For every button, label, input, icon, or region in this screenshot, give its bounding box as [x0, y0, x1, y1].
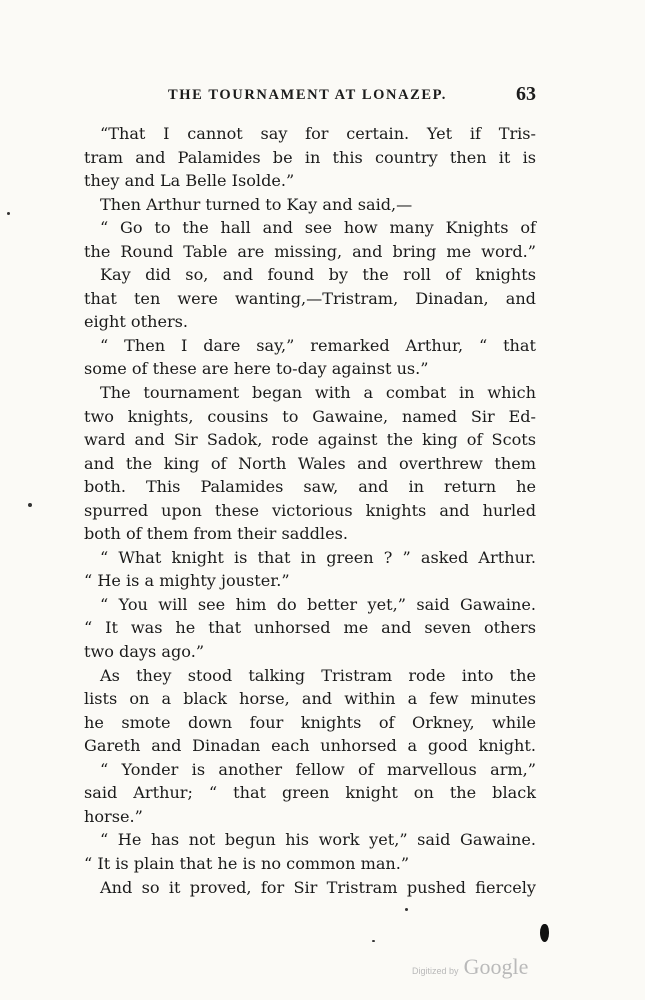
text-line: two knights, cousins to Gawaine, named Sir Ed-: [84, 406, 536, 426]
text-line: And so it proved, for Sir Tristram pushed fiercely: [100, 877, 536, 897]
page-header: [82, 83, 540, 109]
text-line: tram and Palamides be in this country then it is: [84, 147, 536, 167]
text-line: “ He is a mighty jouster.”: [84, 571, 290, 591]
text-line: the Round Table are missing, and bring me word.”: [84, 241, 536, 261]
text-line: horse.”: [84, 806, 143, 826]
text-line: The tournament began with a combat in which: [100, 383, 536, 403]
running-head: THE TOURNAMENT AT LONAZEP.: [168, 87, 448, 103]
text-line: “ It was he that unhorsed me and seven others: [84, 618, 536, 638]
text-line: Gareth and Dinadan each unhorsed a good knight.: [84, 736, 536, 756]
text-line: “That I cannot say for certain. Yet if Tris-: [100, 124, 536, 143]
text-line: “ Yonder is another fellow of marvellous arm,”: [100, 759, 536, 779]
text-line: and the king of North Wales and overthrew them: [84, 453, 536, 473]
text-line: some of these are here to-day against us.”: [84, 359, 429, 379]
text-line: said Arthur; “ that green knight on the black: [84, 783, 536, 803]
text-line: “ It is plain that he is no common man.”: [84, 853, 410, 873]
text-line: both. This Palamides saw, and in return he: [84, 477, 536, 497]
text-line: “ You will see him do better yet,” said Gawaine.: [100, 594, 536, 614]
page-number: 63: [516, 83, 536, 105]
scan-speck: [405, 908, 408, 911]
ink-blot: [540, 924, 549, 942]
text-line: they and La Belle Isolde.”: [84, 171, 295, 191]
body-text: [84, 122, 536, 899]
text-line: Then Arthur turned to Kay and said,—: [100, 194, 413, 214]
text-line: “ Then I dare say,” remarked Arthur, “ that: [100, 335, 536, 355]
digitized-watermark: [412, 954, 528, 980]
text-line: that ten were wanting,—Tristram, Dinadan, and: [84, 288, 536, 308]
text-line: two days ago.”: [84, 642, 205, 662]
text-line: As they stood talking Tristram rode into the: [100, 665, 536, 685]
text-line: lists on a black horse, and within a few minutes: [84, 689, 536, 709]
google-logo: Google: [463, 954, 529, 979]
text-line: Kay did so, and found by the roll of knights: [100, 265, 536, 285]
text-line: spurred upon these victorious knights and hurled: [84, 500, 536, 520]
text-line: ward and Sir Sadok, rode against the king of Scots: [84, 430, 536, 450]
scan-speck: [7, 212, 10, 215]
text-line: both of them from their saddles.: [84, 524, 348, 544]
text-line: “ He has not begun his work yet,” said Gawaine.: [100, 830, 536, 850]
text-line: “ Go to the hall and see how many Knights of: [100, 218, 536, 238]
scan-speck: [28, 503, 32, 507]
scan-speck: [372, 940, 375, 942]
watermark-prefix: Digitized by: [412, 966, 459, 976]
text-line: eight others.: [84, 312, 189, 332]
text-line: he smote down four knights of Orkney, while: [84, 712, 536, 732]
text-line: “ What knight is that in green ? ” asked Arthur.: [100, 547, 536, 567]
